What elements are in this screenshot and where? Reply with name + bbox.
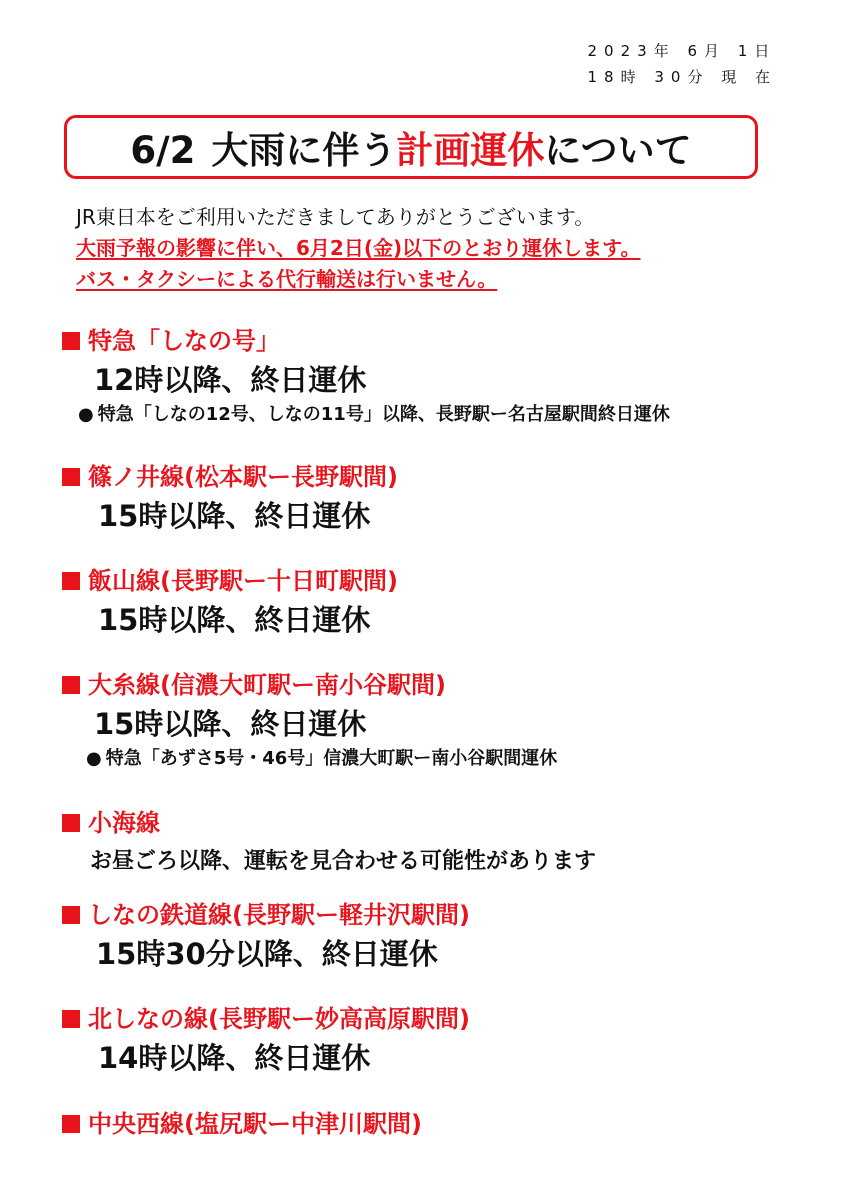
section-status: 12時以降、終日運休	[94, 363, 367, 397]
section-status: 15時以降、終日運休	[98, 603, 371, 637]
title-box	[64, 115, 758, 179]
section-status: お昼ごろ以降、運転を見合わせる可能性があります	[90, 849, 597, 874]
section-name: 小海線	[88, 809, 160, 837]
section-shinano-express	[62, 326, 670, 428]
timestamp-time: 18時 30分 現 在	[587, 68, 777, 86]
square-bullet-icon	[62, 468, 80, 486]
section-heading	[62, 808, 596, 838]
square-bullet-icon	[62, 1115, 80, 1133]
section-note-text: 特急「しなの12号、しなの11号」以降、長野駅ー名古屋駅間終日運休	[97, 404, 670, 425]
title-date: 6/2	[130, 129, 196, 172]
square-bullet-icon	[62, 332, 80, 350]
section-name: 篠ノ井線(松本駅ー長野駅間)	[88, 463, 398, 491]
title-suffix: について	[544, 129, 692, 172]
section-oito-line	[62, 670, 557, 772]
section-heading	[62, 900, 470, 930]
section-heading	[62, 566, 398, 596]
intro-greeting: JR東日本をご利用いただきましてありがとうございます。	[76, 205, 595, 229]
section-kita-shinano-line	[62, 1004, 470, 1077]
square-bullet-icon	[62, 814, 80, 832]
title-prefix: 大雨に伴う	[211, 129, 397, 172]
section-heading	[62, 670, 557, 700]
square-bullet-icon	[62, 676, 80, 694]
intro-notice-2: バス・タクシーによる代行輸送は行いません。	[76, 267, 498, 291]
section-heading	[62, 462, 398, 492]
section-iiyama-line	[62, 566, 398, 639]
section-status: 15時30分以降、終日運休	[96, 937, 438, 971]
timestamp-date: 2023年 6月 1日	[587, 42, 777, 60]
section-shinano-railway	[62, 900, 470, 973]
section-name: 中央西線(塩尻駅ー中津川駅間)	[88, 1110, 422, 1138]
square-bullet-icon	[62, 572, 80, 590]
section-heading	[62, 1004, 470, 1034]
square-bullet-icon	[62, 906, 80, 924]
section-heading	[62, 326, 670, 356]
section-status: 15時以降、終日運休	[94, 707, 367, 741]
section-note-text: 特急「あずさ5号・46号」信濃大町駅ー南小谷駅間運休	[105, 748, 558, 769]
section-name: 特急「しなの号」	[88, 327, 280, 355]
section-status: 15時以降、終日運休	[98, 499, 371, 533]
section-heading	[62, 1109, 422, 1139]
circle-bullet-icon: ●	[78, 404, 94, 425]
timestamp	[588, 38, 777, 90]
section-status: 14時以降、終日運休	[98, 1041, 371, 1075]
circle-bullet-icon: ●	[86, 748, 102, 769]
section-chuo-west-line	[62, 1109, 422, 1139]
section-koumi-line	[62, 808, 596, 881]
section-note	[78, 402, 670, 428]
square-bullet-icon	[62, 1010, 80, 1028]
section-note	[86, 746, 557, 772]
title-highlight: 計画運休	[396, 129, 545, 172]
section-name: 大糸線(信濃大町駅ー南小谷駅間)	[88, 671, 446, 699]
intro-notice-1: 大雨予報の影響に伴い、6月2日(金)以下のとおり運休します。	[76, 236, 641, 260]
section-name: 北しなの線(長野駅ー妙高高原駅間)	[88, 1005, 470, 1033]
section-name: 飯山線(長野駅ー十日町駅間)	[88, 567, 398, 595]
section-shinonoi-line	[62, 462, 398, 535]
intro	[76, 202, 641, 295]
page-title	[130, 120, 691, 174]
section-name: しなの鉄道線(長野駅ー軽井沢駅間)	[88, 901, 470, 929]
